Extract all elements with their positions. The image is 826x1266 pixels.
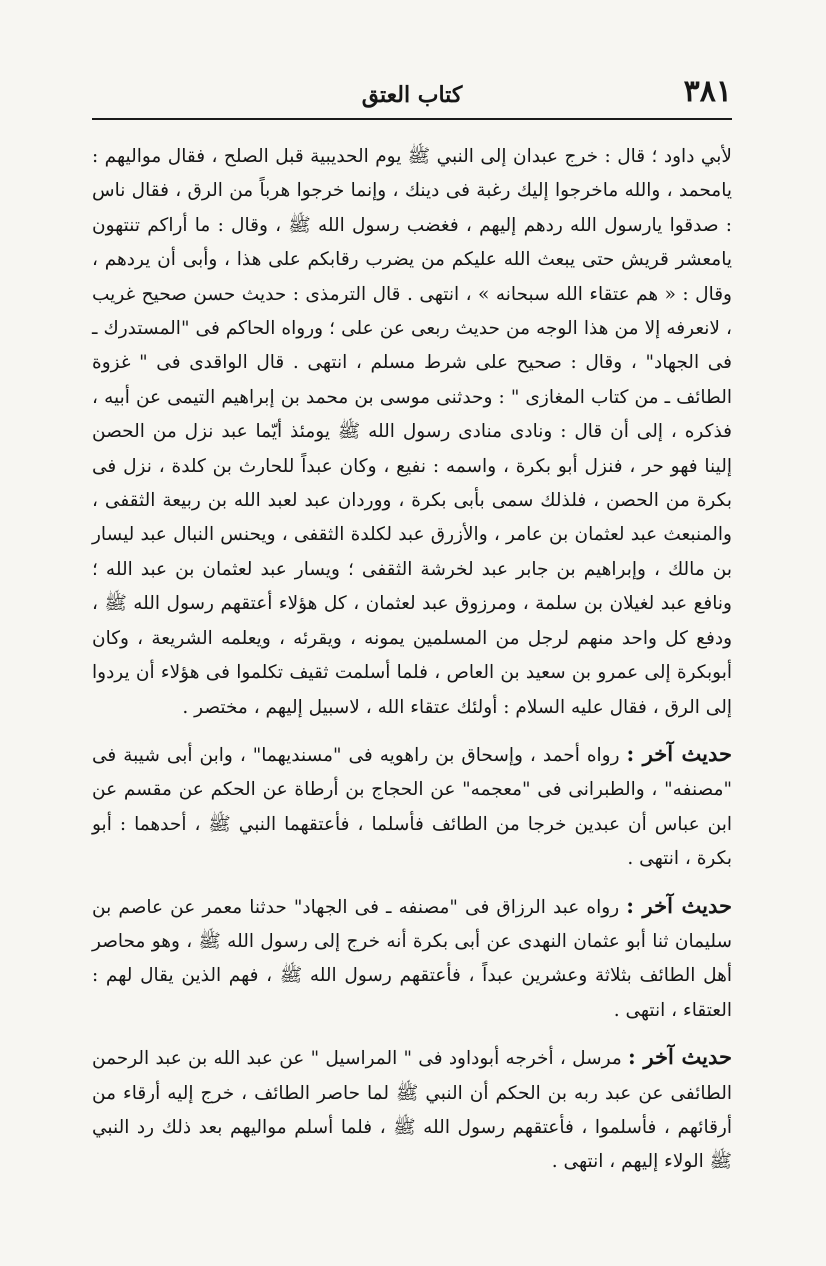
paragraph-1-text: لأبي داود ؛ قال : خرج عبدان إلى النبي ﷺ يوم الحديبية قبل الصلح ، فقال مواليهم : يامحمد ، والله ماخرجوا إليك رغبة فى دينك ، وإنما خرجوا هرباً من الرق ، فقال ناس : صدقوا يارسول الله ردهم إليهم ، فغضب رسول الله ﷺ ، وقال : ما أراكم تنتهون يامعشر قريش حتى يبعث الله عليكم من يضرب رقابكم على هذا ، وأبى أن يردهم ، وقال : « هم عتقاء الله سبحانه » ، انتهى . قال الترمذى : حديث حسن صحيح غريب ، لانعرفه إلا من هذا الوجه من حديث ربعى عن على ؛ ورواه الحاكم فى "المستدرك ـ فى الجهاد" ، وقال : صحيح على شرط مسلم ، انتهى . قال الواقدى فى " غزوة الطائف ـ من كتاب المغازى " : وحدثنى موسى بن محمد بن إبراهيم التيمى عن أبيه ، فذكره ، إلى أن قال : ونادى منادى رسول الله ﷺ يومئذ أيّما عبد نزل من الحصن إلينا فهو حر ، فنزل أبو بكرة ، واسمه : نفيع ، وكان عبداً للحارث بن كلدة ، نزل فى بكرة من الحصن ، فلذلك سمى بأبى بكرة ، ووردان عبد لعبد الله بن ربيعة الثقفى ، والمنبعث عبد لعثمان بن عامر ، والأزرق عبد لكلدة الثقفى ، ويحنس النبال عبد ليسار بن مالك ، وإبراهيم بن جابر عبد لخرشة الثقفى ؛ ويسار عبد لعثمان بن عبد الله ؛ ونافع عبد لغيلان بن سلمة ، ومرزوق عبد لعثمان ، كل هؤلاء أعتقهم رسول الله ﷺ ، ودفع كل واحد منهم لرجل من المسلمين يمونه ، ويقرئه ، ويعلمه الشريعة ، وكان أبوبكرة إلى عمرو بن سعيد بن العاص ، فلما أسلمت ثقيف تكلموا فى هؤلاء أن يردوا إلى الرق ، فقال عليه السلام : أولئك عتقاء الله ، لاسبيل إليهم ، مختصر . bbox=[92, 146, 733, 718]
paragraph-4 bbox=[92, 1040, 732, 1180]
page-header bbox=[92, 72, 732, 116]
paragraph-1 bbox=[92, 140, 732, 725]
page-body bbox=[92, 140, 732, 1180]
chapter-title: كتاب العتق bbox=[361, 82, 463, 108]
paragraph-3-text: رواه عبد الرزاق فى "مصنفه ـ فى الجهاد" حدثنا معمر عن عاصم بن سليمان ثنا أبو عثمان النهدى عن أبى بكرة أنه خرج إلى رسول الله ﷺ ، وهو محاصر أهل الطائف بثلاثة وعشرين عبداً ، فأعتقهم رسول الله ﷺ ، فهم الذين يقال لهم : العتقاء ، انتهى . bbox=[92, 896, 732, 1021]
page-number: ٣٨١ bbox=[683, 74, 732, 109]
paragraph-2 bbox=[92, 737, 732, 877]
paragraph-4-text: مرسل ، أخرجه أبوداود فى " المراسيل " عن عبد الله بن عبد الرحمن الطائفى عن عبد ربه بن الحكم أن النبي ﷺ لما حاصر الطائف ، خرج إليه أرقاء من أرقائهم ، فأسلموا ، فأعتقهم رسول الله ﷺ ، فلما أسلم مواليهم بعد ذلك رد النبي ﷺ الولاء إليهم ، انتهى . bbox=[92, 1048, 732, 1173]
header-divider bbox=[92, 118, 732, 120]
hadith-heading: حديث آخر : bbox=[628, 1044, 733, 1070]
paragraph-2-text: رواه أحمد ، وإسحاق بن راهويه فى "مسنديهما" ، وابن أبى شيبة فى "مصنفه" ، والطبرانى فى "معجمه" عن الحجاج بن أرطاة عن الحكم عن مقسم عن ابن عباس أن عبدين خرجا من الطائف فأسلما ، فأعتقهما النبي ﷺ ، أحدهما : أبو بكرة ، انتهى . bbox=[92, 744, 732, 870]
paragraph-3 bbox=[92, 889, 732, 1029]
hadith-heading: حديث آخر : bbox=[626, 892, 732, 918]
hadith-heading: حديث آخر : bbox=[626, 740, 732, 766]
